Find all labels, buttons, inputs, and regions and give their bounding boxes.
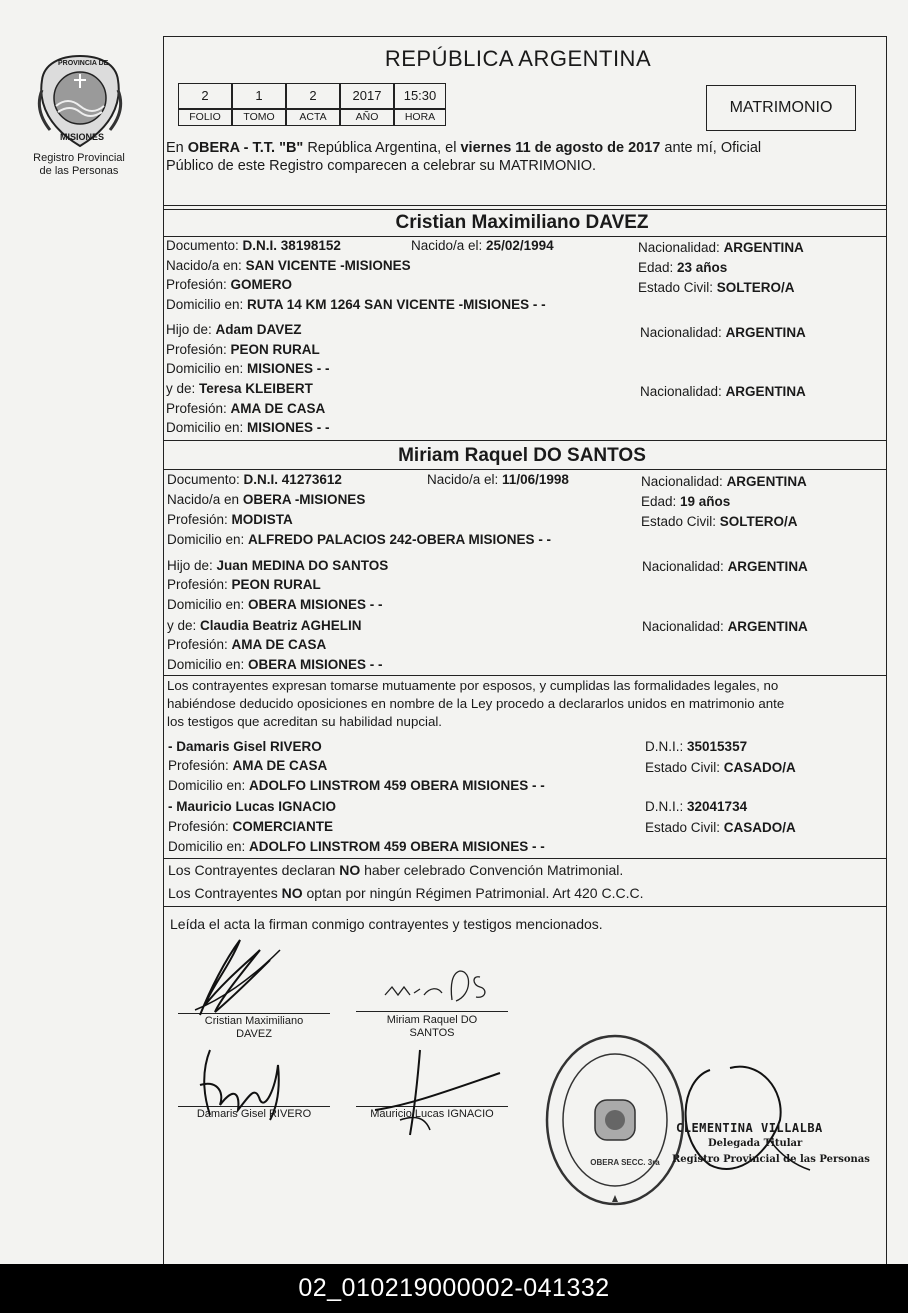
document-code: 02_010219000002-041332 bbox=[298, 1274, 610, 1302]
spouse2-mother-address: Domicilio en: OBERA MISIONES - - bbox=[167, 657, 383, 672]
folio-value: 2 bbox=[178, 83, 232, 109]
logo-bottom-text: MISIONES bbox=[60, 132, 105, 142]
handwritten-signature-witness1-icon bbox=[190, 1045, 290, 1125]
spouse1-birthplace: Nacido/a en: SAN VICENTE -MISIONES bbox=[166, 258, 411, 273]
stamp-inner-text: OBERA SECC. 3ra bbox=[590, 1158, 660, 1167]
acta-value: 2 bbox=[286, 83, 340, 109]
anio-value: 2017 bbox=[340, 83, 394, 109]
tomo-value: 1 bbox=[232, 83, 286, 109]
witness2-address: Domicilio en: ADOLFO LINSTROM 459 OBERA MISIONES - - bbox=[168, 839, 545, 854]
logo-caption bbox=[20, 152, 138, 178]
spouse2-address: Domicilio en: ALFREDO PALACIOS 242-OBERA MISIONES - - bbox=[167, 532, 552, 547]
spouse1-age: Edad: 23 años bbox=[638, 260, 728, 275]
logo-caption-line2: de las Personas bbox=[39, 165, 119, 177]
spouse1-document: Documento: D.N.I. 38198152 bbox=[166, 238, 341, 253]
spouse2-nationality: Nacionalidad: ARGENTINA bbox=[641, 474, 807, 489]
divider bbox=[163, 205, 886, 206]
signature-name-spouse1: Cristian Maximiliano DAVEZ bbox=[204, 1015, 304, 1040]
spouse1-father-address: Domicilio en: MISIONES - - bbox=[166, 361, 330, 376]
signature-name-spouse2: Miriam Raquel DO SANTOS bbox=[386, 1014, 478, 1039]
spouse2-mother: y de: Claudia Beatriz AGHELIN bbox=[167, 618, 362, 633]
stamp-outer-text bbox=[548, 1215, 668, 1216]
spouse2-mother-profession: Profesión: AMA DE CASA bbox=[167, 637, 327, 652]
intro-p3: ante mí, Oficial bbox=[660, 140, 762, 156]
spouse1-civil-status: Estado Civil: SOLTERO/A bbox=[638, 280, 795, 295]
logo-top-text: PROVINCIA DE bbox=[58, 60, 109, 67]
declaration-line: habiéndose deducido oposiciones en nombre de la Ley procedo a declararlos unidos en matrimonio ante bbox=[167, 696, 785, 711]
spouse1-mother-nationality: Nacionalidad: ARGENTINA bbox=[640, 384, 806, 399]
official-name: CLEMENTINA VILLALBA bbox=[676, 1121, 823, 1135]
intro-place: OBERA - T.T. "B" bbox=[187, 140, 304, 156]
divider bbox=[163, 906, 886, 907]
intro-p1: En bbox=[166, 140, 188, 156]
convention-line-2: Los Contrayentes NO optan por ningún Régimen Patrimonial. Art 420 C.C.C. bbox=[168, 885, 644, 901]
convention-line-1: Los Contrayentes declaran NO haber celebrado Convención Matrimonial. bbox=[168, 862, 624, 878]
divider bbox=[163, 469, 886, 470]
folio-label: FOLIO bbox=[178, 109, 232, 126]
page-title: REPÚBLICA ARGENTINA bbox=[384, 46, 652, 71]
spouse1-nationality: Nacionalidad: ARGENTINA bbox=[638, 240, 804, 255]
signature-name-witness2: Mauricio Lucas IGNACIO bbox=[370, 1108, 494, 1120]
spouse2-mother-nationality: Nacionalidad: ARGENTINA bbox=[642, 619, 808, 634]
spouse2-father-nationality: Nacionalidad: ARGENTINA bbox=[642, 559, 808, 574]
spouse1-name: Cristian Maximiliano DAVEZ bbox=[395, 212, 649, 233]
frame-top bbox=[163, 36, 886, 37]
witness1-address: Domicilio en: ADOLFO LINSTROM 459 OBERA MISIONES - - bbox=[168, 778, 545, 793]
handwritten-signature-spouse2-icon bbox=[380, 965, 500, 1010]
declaration-line: Los contrayentes expresan tomarse mutuamente por esposos, y cumplidas las formalidades legales, no bbox=[167, 678, 779, 693]
spouse2-age: Edad: 19 años bbox=[641, 494, 731, 509]
official-title: Delegada Titular bbox=[708, 1138, 803, 1149]
witness1-dni: D.N.I.: 35015357 bbox=[645, 739, 748, 754]
closing-text: Leída el acta la firman conmigo contrayentes y testigos mencionados. bbox=[170, 916, 603, 932]
official-office: Registro Provincial de las Personas bbox=[672, 1154, 870, 1165]
spouse1-father: Hijo de: Adam DAVEZ bbox=[166, 322, 302, 337]
witness1-civil-status: Estado Civil: CASADO/A bbox=[645, 760, 796, 775]
spouse2-document: Documento: D.N.I. 41273612 bbox=[167, 472, 342, 487]
spouse2-father: Hijo de: Juan MEDINA DO SANTOS bbox=[167, 558, 389, 573]
hora-label: HORA bbox=[394, 109, 446, 126]
witness2-profession: Profesión: COMERCIANTE bbox=[168, 819, 334, 834]
witness2-civil-status: Estado Civil: CASADO/A bbox=[645, 820, 796, 835]
witness2-name: - Mauricio Lucas IGNACIO bbox=[168, 799, 337, 814]
signature-line bbox=[356, 1011, 508, 1012]
spouse2-civil-status: Estado Civil: SOLTERO/A bbox=[641, 514, 798, 529]
logo-caption-line1: Registro Provincial bbox=[33, 152, 125, 164]
spouse2-name: Miriam Raquel DO SANTOS bbox=[398, 445, 646, 466]
spouse2-father-profession: Profesión: PEON RURAL bbox=[167, 577, 321, 592]
spouse1-father-nationality: Nacionalidad: ARGENTINA bbox=[640, 325, 806, 340]
spouse1-birthdate: Nacido/a el: 25/02/1994 bbox=[411, 238, 554, 253]
divider bbox=[163, 236, 886, 237]
spouse1-mother-address: Domicilio en: MISIONES - - bbox=[166, 420, 330, 435]
spouse2-birthplace: Nacido/a en OBERA -MISIONES bbox=[167, 492, 366, 507]
spouse1-mother: y de: Teresa KLEIBERT bbox=[166, 381, 313, 396]
acta-label: ACTA bbox=[286, 109, 340, 126]
hora-value: 15:30 bbox=[394, 83, 446, 109]
intro-line2: Público de este Registro comparecen a celebrar su MATRIMONIO. bbox=[166, 158, 597, 174]
frame-right bbox=[886, 36, 887, 1264]
divider bbox=[163, 209, 886, 210]
divider bbox=[163, 675, 886, 676]
spouse2-father-address: Domicilio en: OBERA MISIONES - - bbox=[167, 597, 383, 612]
spouse1-profession: Profesión: GOMERO bbox=[166, 277, 293, 292]
official-oval-stamp-icon bbox=[540, 1030, 690, 1210]
signature-name-witness1: Damaris Gisel RIVERO bbox=[196, 1108, 312, 1120]
witness2-dni: D.N.I.: 32041734 bbox=[645, 799, 748, 814]
intro-text bbox=[166, 139, 878, 175]
divider bbox=[163, 440, 886, 441]
declaration-line: los testigos que acreditan su habilidad nupcial. bbox=[167, 714, 442, 729]
spouse2-birthdate: Nacido/a el: 11/06/1998 bbox=[427, 472, 569, 487]
anio-label: AÑO bbox=[340, 109, 394, 126]
spouse2-profession: Profesión: MODISTA bbox=[167, 512, 293, 527]
handwritten-signature-witness2-icon bbox=[370, 1045, 510, 1140]
intro-date: viernes 11 de agosto de 2017 bbox=[460, 140, 661, 156]
spouse1-father-profession: Profesión: PEON RURAL bbox=[166, 342, 320, 357]
witness1-name: - Damaris Gisel RIVERO bbox=[168, 739, 322, 754]
act-type-box: MATRIMONIO bbox=[706, 85, 856, 131]
witness1-profession: Profesión: AMA DE CASA bbox=[168, 758, 328, 773]
spouse1-address: Domicilio en: RUTA 14 KM 1264 SAN VICENTE -MISIONES - - bbox=[166, 297, 546, 312]
tomo-label: TOMO bbox=[232, 109, 286, 126]
divider bbox=[163, 858, 886, 859]
spouse1-mother-profession: Profesión: AMA DE CASA bbox=[166, 401, 326, 416]
footer-bar bbox=[0, 1264, 908, 1313]
intro-p2: República Argentina, el bbox=[303, 140, 461, 156]
declaration-text bbox=[167, 677, 883, 731]
handwritten-signature-spouse1-icon bbox=[180, 920, 300, 1020]
